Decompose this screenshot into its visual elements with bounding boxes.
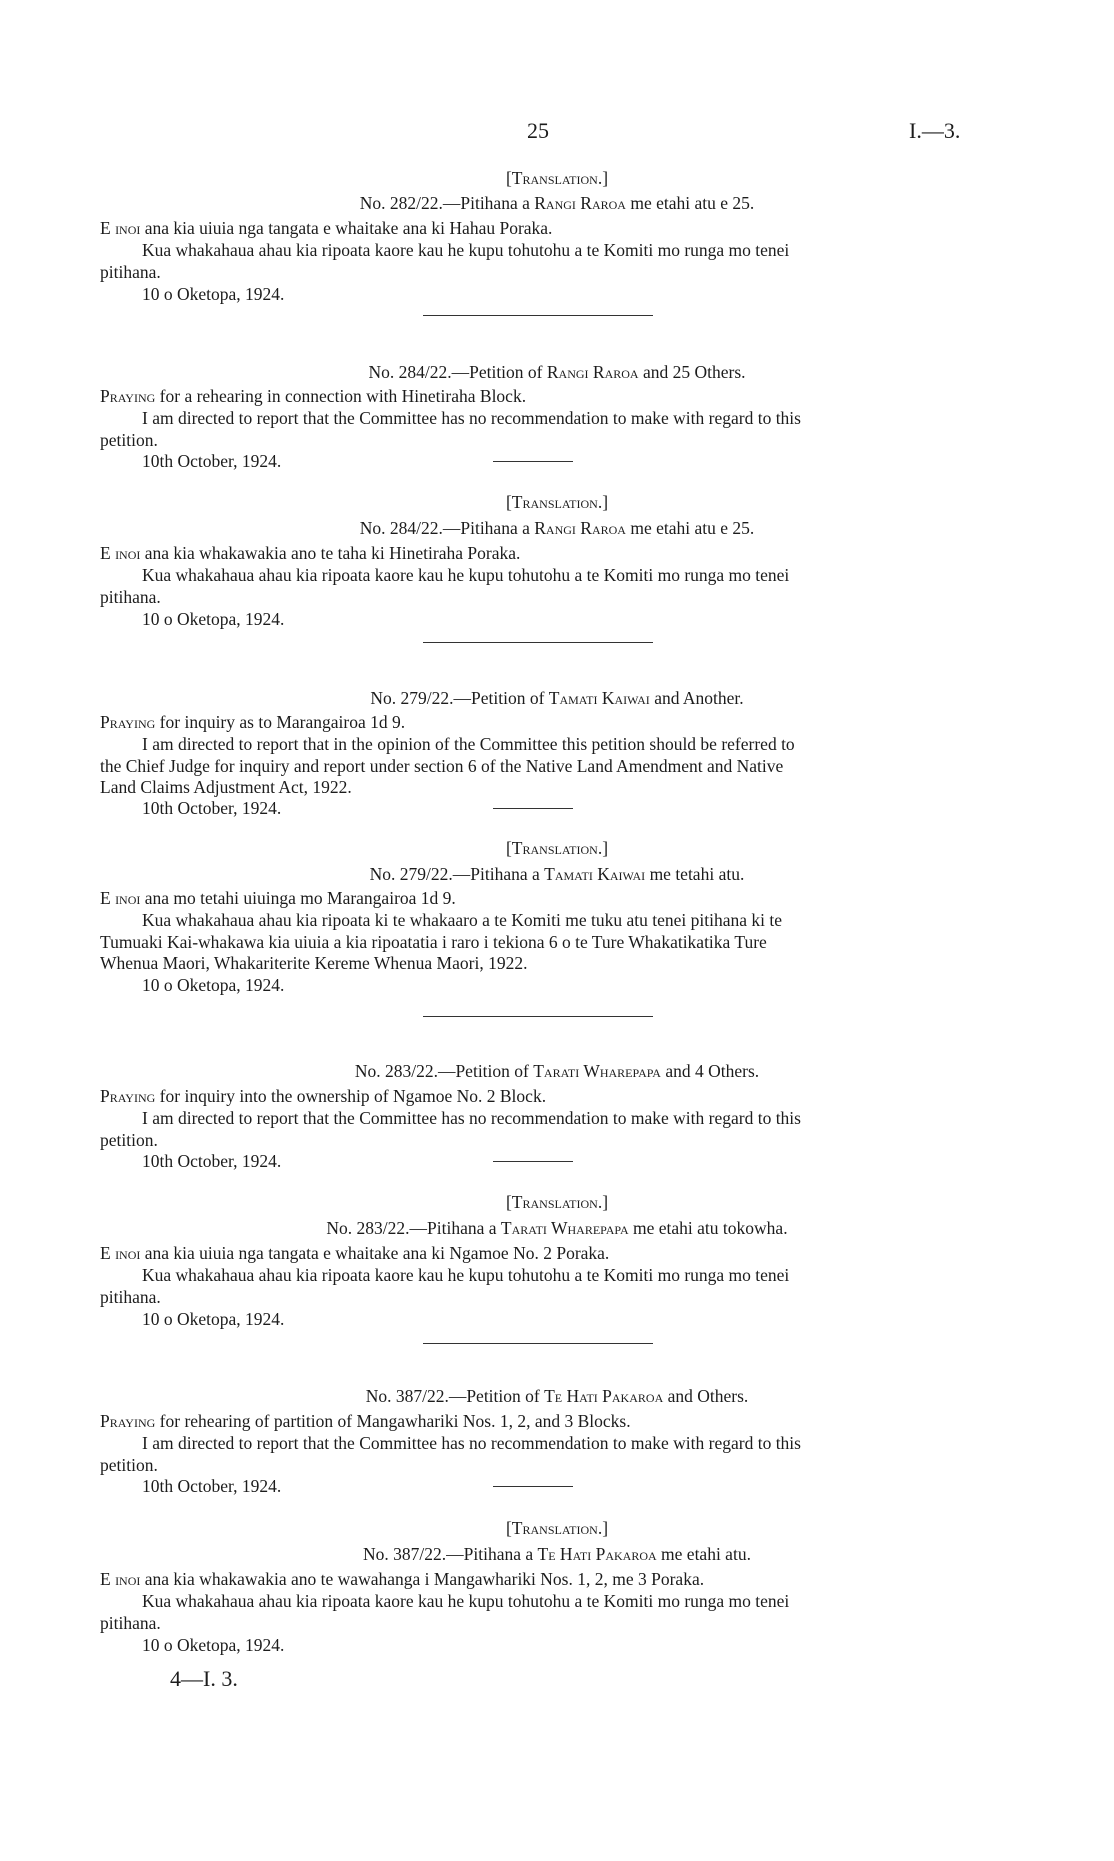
petition-date: 10th October, 1924.: [142, 451, 282, 471]
petition-report-line: pitihana.: [100, 262, 161, 282]
petition-report-line: Kua whakahaua ahau kia ripoata kaore kau he kupu tohutohu a te Komiti mo runga mo tenei: [142, 1591, 790, 1611]
petition-date: 10 o Oketopa, 1924.: [142, 1635, 285, 1655]
petition-date: 10 o Oketopa, 1924.: [142, 1309, 285, 1329]
petition-report-line: I am directed to report that the Committee has no recommendation to make with regard to this: [142, 408, 801, 428]
page-number: 25: [527, 118, 549, 143]
petition-report-line: I am directed to report that the Committee has no recommendation to make with regard to this: [142, 1108, 801, 1128]
petition-prayer: Praying for inquiry as to Marangairoa 1d 9.: [100, 712, 406, 732]
date-rule: [493, 808, 573, 809]
petition-report-line: Kua whakahaua ahau kia ripoata ki te whakaaro a te Komiti me tuku atu tenei pitihana ki te: [142, 910, 782, 930]
translation-heading: [Translation.]: [505, 1192, 609, 1212]
petition-title: No. 284/22.—Pitihana a Rangi Raroa me etahi atu e 25.: [359, 518, 755, 538]
translation-heading: [Translation.]: [505, 168, 609, 188]
translation-heading: [Translation.]: [505, 492, 609, 512]
petition-report-line: Tumuaki Kai-whakawa kia uiuia a kia ripoatatia i raro i tekiona 6 o te Ture Whakatikatika Ture: [100, 932, 767, 952]
petition-prayer: Praying for rehearing of partition of Mangawhariki Nos. 1, 2, and 3 Blocks.: [100, 1411, 631, 1431]
date-rule: [493, 461, 573, 462]
translation-heading: [Translation.]: [505, 838, 609, 858]
petition-date: 10th October, 1924.: [142, 1476, 282, 1496]
petition-prayer: E inoi ana kia whakawakia ano te taha ki Hinetiraha Poraka.: [100, 543, 521, 563]
petition-report-line: I am directed to report that the Committee has no recommendation to make with regard to this: [142, 1433, 801, 1453]
section-divider: [423, 642, 653, 643]
petition-report-line: Land Claims Adjustment Act, 1922.: [100, 777, 352, 797]
petition-report-line: pitihana.: [100, 1613, 161, 1633]
petition-date: 10 o Oketopa, 1924.: [142, 975, 285, 995]
petition-report-line: Kua whakahaua ahau kia ripoata kaore kau he kupu tohutohu a te Komiti mo runga mo tenei: [142, 565, 790, 585]
translation-heading: [Translation.]: [505, 1518, 609, 1538]
petition-report-line: I am directed to report that in the opinion of the Committee this petition should be referred to: [142, 734, 795, 754]
petition-prayer: E inoi ana kia uiuia nga tangata e whaitake ana ki Hahau Poraka.: [100, 218, 553, 238]
petition-report-line: Kua whakahaua ahau kia ripoata kaore kau he kupu tohutohu a te Komiti mo runga mo tenei: [142, 1265, 790, 1285]
petition-date: 10 o Oketopa, 1924.: [142, 284, 285, 304]
petition-report-line: Kua whakahaua ahau kia ripoata kaore kau he kupu tohutohu a te Komiti mo runga mo tenei: [142, 240, 790, 260]
petition-title: No. 387/22.—Petition of Te Hati Pakaroa and Others.: [365, 1386, 749, 1406]
petition-report-line: petition.: [100, 430, 158, 450]
date-rule: [493, 1486, 573, 1487]
petition-title: No. 279/22.—Petition of Tamati Kaiwai and Another.: [370, 688, 744, 708]
section-divider: [423, 1016, 653, 1017]
petition-report-line: pitihana.: [100, 1287, 161, 1307]
petition-title: No. 284/22.—Petition of Rangi Raroa and 25 Others.: [368, 362, 746, 382]
petition-title: No. 283/22.—Petition of Tarati Wharepapa and 4 Others.: [354, 1061, 760, 1081]
petition-report-line: petition.: [100, 1130, 158, 1150]
petition-prayer: E inoi ana mo tetahi uiuinga mo Marangairoa 1d 9.: [100, 888, 456, 908]
petition-title: No. 387/22.—Pitihana a Te Hati Pakaroa me etahi atu.: [363, 1544, 751, 1564]
petition-report-line: Whenua Maori, Whakariterite Kereme Whenua Maori, 1922.: [100, 953, 528, 973]
petition-prayer: E inoi ana kia uiuia nga tangata e whaitake ana ki Ngamoe No. 2 Poraka.: [100, 1243, 610, 1263]
petition-date: 10th October, 1924.: [142, 1151, 282, 1171]
petition-title: No. 279/22.—Pitihana a Tamati Kaiwai me tetahi atu.: [369, 864, 745, 884]
petition-report-line: petition.: [100, 1455, 158, 1475]
petition-prayer: Praying for inquiry into the ownership of Ngamoe No. 2 Block.: [100, 1086, 547, 1106]
petition-date: 10th October, 1924.: [142, 798, 282, 818]
petition-report-line: pitihana.: [100, 587, 161, 607]
date-rule: [493, 1161, 573, 1162]
signature-mark: 4—I. 3.: [170, 1666, 238, 1691]
page-reference: I.—3.: [909, 118, 961, 143]
petition-date: 10 o Oketopa, 1924.: [142, 609, 285, 629]
section-divider: [423, 1343, 653, 1344]
petition-title: No. 283/22.—Pitihana a Tarati Wharepapa me etahi atu tokowha.: [326, 1218, 788, 1238]
petition-prayer: E inoi ana kia whakawakia ano te wawahanga i Mangawhariki Nos. 1, 2, me 3 Poraka.: [100, 1569, 705, 1589]
petition-report-line: the Chief Judge for inquiry and report under section 6 of the Native Land Amendment and Native: [100, 756, 784, 776]
section-divider: [423, 315, 653, 316]
petition-title: No. 282/22.—Pitihana a Rangi Raroa me etahi atu e 25.: [359, 193, 755, 213]
petition-prayer: Praying for a rehearing in connection with Hinetiraha Block.: [100, 386, 527, 406]
